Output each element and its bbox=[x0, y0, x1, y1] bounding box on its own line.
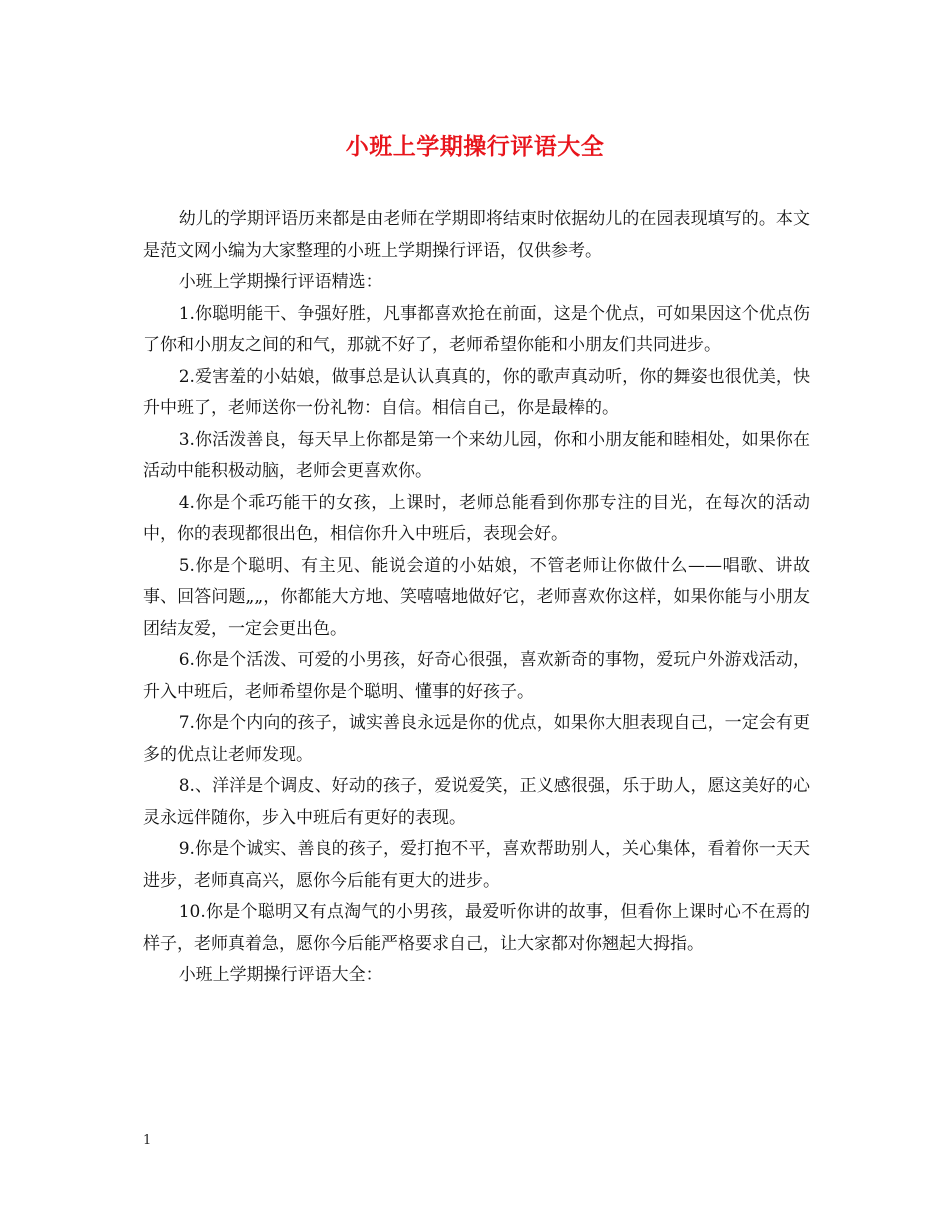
page-number: 1 bbox=[143, 1133, 152, 1148]
section-heading-selected: 小班上学期操行评语精选： bbox=[178, 272, 383, 292]
comment-item-8: 8.、洋洋是个调皮、好动的孩子，爱说爱笑，正义感很强，乐于助人，愿这美好的心灵永远伴随你，步入中班后有更好的表现。 bbox=[143, 776, 810, 828]
section-heading-collection: 小班上学期操行评语大全： bbox=[178, 965, 383, 985]
comment-item-1: 1.你聪明能干、争强好胜，凡事都喜欢抢在前面，这是个优点，可如果因这个优点伤了你和小朋友之间的和气，那就不好了，老师希望你能和小朋友们共同进步。 bbox=[143, 303, 810, 355]
intro-paragraph: 幼儿的学期评语历来都是由老师在学期即将结束时依据幼儿的在园表现填写的。本文是范文网小编为大家整理的小班上学期操行评语，仅供参考。 bbox=[143, 209, 810, 261]
comment-item-9: 9.你是个诚实、善良的孩子，爱打抱不平，喜欢帮助别人，关心集体，看着你一天天进步，老师真高兴，愿你今后能有更大的进步。 bbox=[143, 839, 810, 891]
comment-item-10: 10.你是个聪明又有点淘气的小男孩，最爱听你讲的故事，但看你上课时心不在焉的样子，老师真着急，愿你今后能严格要求自己，让大家都对你翘起大拇指。 bbox=[143, 902, 810, 954]
comment-item-6: 6.你是个活泼、可爱的小男孩，好奇心很强，喜欢新奇的事物，爱玩户外游戏活动，升入中班后，老师希望你是个聪明、懂事的好孩子。 bbox=[143, 650, 810, 702]
comment-item-4: 4.你是个乖巧能干的女孩，上课时，老师总能看到你那专注的目光，在每次的活动中，你的表现都很出色，相信你升入中班后，表现会好。 bbox=[143, 492, 810, 544]
comment-item-2: 2.爱害羞的小姑娘，做事总是认认真真的，你的歌声真动听，你的舞姿也很优美，快升中班了，老师送你一份礼物：自信。相信自己，你是最棒的。 bbox=[143, 366, 810, 418]
comment-item-3: 3.你活泼善良，每天早上你都是第一个来幼儿园，你和小朋友能和睦相处，如果你在活动中能积极动脑，老师会更喜欢你。 bbox=[143, 429, 810, 481]
comment-item-5: 5.你是个聪明、有主见、能说会道的小姑娘，不管老师让你做什么——唱歌、讲故事、回答问题„„，你都能大方地、笑嘻嘻地做好它，老师喜欢你这样，如果你能与小朋友团结友爱，一定会更出色。 bbox=[143, 555, 810, 639]
document-title: 小班上学期操行评语大全 bbox=[345, 133, 605, 160]
comment-item-7: 7.你是个内向的孩子，诚实善良永远是你的优点，如果你大胆表现自己，一定会有更多的优点让老师发现。 bbox=[143, 713, 810, 765]
document-body bbox=[143, 204, 810, 992]
